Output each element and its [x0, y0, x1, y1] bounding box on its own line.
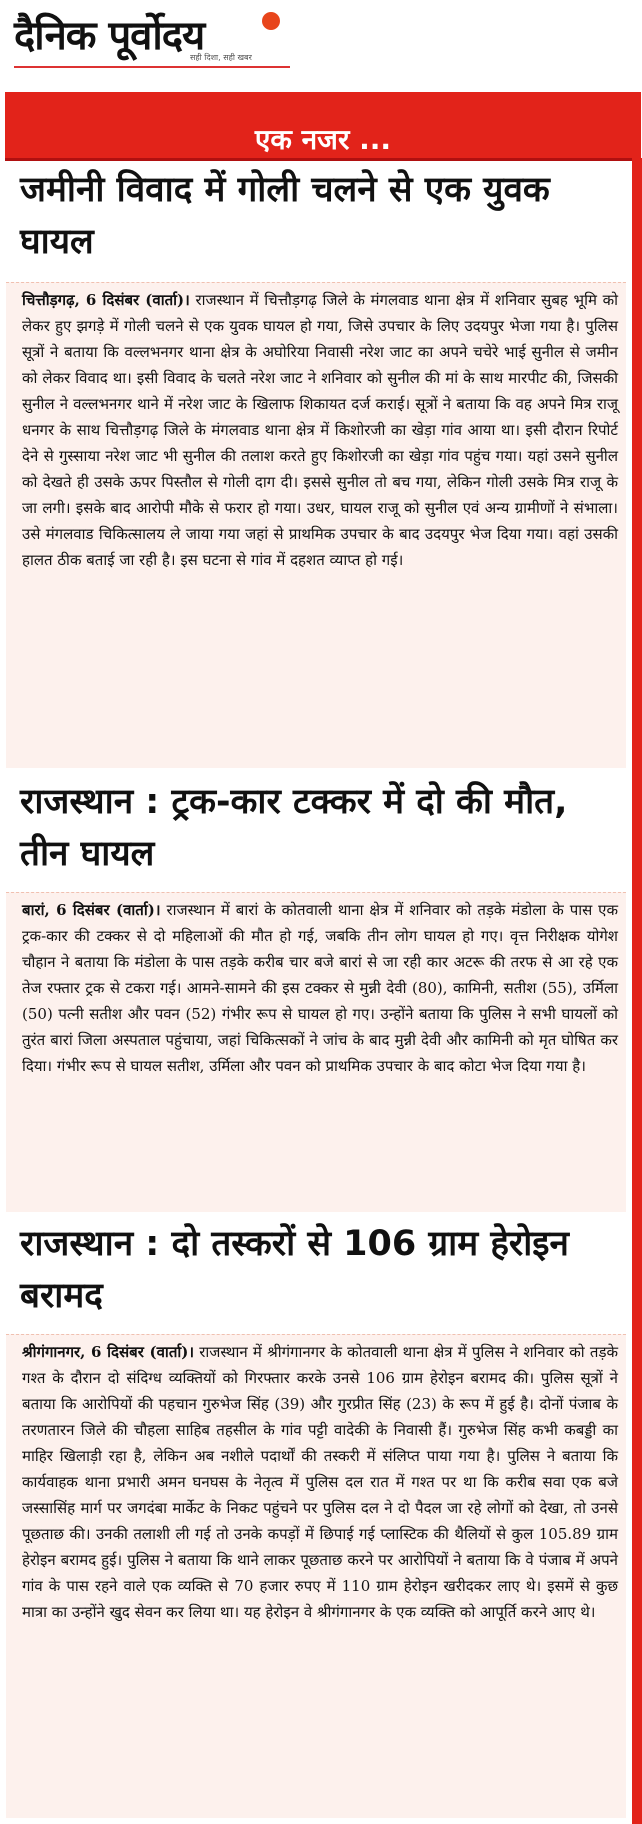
- article-3-body: [6, 1334, 626, 1818]
- article-2-dateline: बारां, 6 दिसंबर (वार्ता)।: [22, 901, 161, 919]
- logo-rule: [14, 66, 290, 68]
- article-1-body: [6, 282, 626, 768]
- article-3-dateline: श्रीगंगानगर, 6 दिसंबर (वार्ता)।: [22, 1343, 195, 1361]
- article-1-headline: जमीनी विवाद में गोली चलने से एक युवक घायल: [20, 170, 550, 262]
- article-2-text: राजस्थान में बारां के कोतवाली थाना क्षेत्र में शनिवार को तड़के मंडोला के पास एक ट्रक-कार की टक्कर से दो महिलाओं की मौत हो गई, जबकि तीन लोग घायल हो गए। वृत्त निरीक्षक योगेश चौहान ने बताया कि मंडोला के पास तड़के करीब चार बजे बारां से जा रही कार अटरू की तरफ से आ रहे एक तेज रफ्तार ट्रक से टकरा गई। आमने-सामने की इस टक्कर से मुन्नी देवी (80), कामिनी, सतीश (55), उर्मिला (50) पत्नी सतीश और पवन (52) गंभीर रूप से घायल हो गए। उन्होंने बताया कि पुलिस ने सभी घायलों को तुरंत बारां जिला अस्पताल पहुंचाया, जहां चिकित्सकों ने जांच के बाद मुन्नी देवी और कामिनी को मृत घोषित कर दिया। गंभीर रूप से घायल सतीश, उर्मिला और पवन को प्राथमिक उपचार के बाद कोटा भेज दिया गया है।: [22, 901, 618, 1075]
- section-title: एक नजर ...: [254, 123, 392, 156]
- article-1-text: राजस्थान में चित्तौड़गढ़ जिले के मंगलवाड थाना क्षेत्र में शनिवार सुबह भूमि को लेकर हुए झगड़े में गोली चलने से एक युवक घायल हो गया, जिसे उपचार के लिए उदयपुर भेजा गया है। पुलिस सूत्रों ने बताया कि वल्लभनगर थाना क्षेत्र के अघोरिया निवासी नरेश जाट का अपने चचेरे भाई सुनील से जमीन को लेकर विवाद था। इसी विवाद के चलते नरेश जाट ने शनिवार को सुनील की मां के साथ मारपीट की, जिसकी सुनील ने वल्लभनगर थाने में नरेश जाट के खिलाफ शिकायत दर्ज कराई। सूत्रों ने बताया कि वह अपने मित्र राजू धनगर के साथ चित्तौड़गढ़ जिले के मंगलवाड थाना क्षेत्र में किशोरजी का खेड़ा गांव आया था। इसी दौरान रिपोर्ट देने से गुस्साया नरेश जाट भी सुनील की तलाश करते हुए किशोरजी का खेड़ा गांव पहुंच गया। यहां उसने सुनील को देखते ही उसके ऊपर पिस्तौल से गोली दाग दी। इससे सुनील तो बच गया, लेकिन गोली उसके मित्र राजू के जा लगी। इसके बाद आरोपी मौके से फरार हो गया। उधर, घायल राजू को सुनील एवं अन्य ग्रामीणों ने संभाला। उसे मंगलवाड चिकित्सालय ले जाया गया जहां से प्राथमिक उपचार के बाद उदयपुर भेज दिया गया। वहां उसकी हालत ठीक बताई जा रही है। इस घटना से गांव में दहशत व्याप्त हो गई।: [22, 291, 618, 569]
- article-2-body: [6, 892, 626, 1212]
- section-header: [5, 114, 641, 161]
- right-red-stripe: [632, 158, 642, 1824]
- logo-dot-icon: [262, 12, 280, 30]
- tagline: सही दिशा, सही खबर: [190, 53, 252, 62]
- article-2-headline: राजस्थान : ट्रक-कार टक्कर में दो की मौत, तीन घायल: [20, 782, 568, 874]
- article-3-headline: राजस्थान : दो तस्करों से 106 ग्राम हेरोइन बरामद: [20, 1224, 569, 1316]
- masthead: [0, 0, 642, 92]
- article-3-text: राजस्थान में श्रीगंगानगर के कोतवाली थाना क्षेत्र में पुलिस ने शनिवार को तड़के गश्त के दौरान दो संदिग्ध व्यक्तियों को गिरफ्तार करके उनसे 106 ग्राम हेरोइन बरामद की। पुलिस सूत्रों ने बताया कि आरोपियों की पहचान गुरुभेज सिंह (39) और गुरप्रीत सिंह (23) के रूप में हुई है। दोनों पंजाब के तरणतारन जिले की चौहला साहिब तहसील के गांव पट्टी वादेकी के निवासी हैं। गुरुभेज सिंह कभी कबड्डी का माहिर खिलाड़ी रहा है, लेकिन अब नशीले पदार्थों की तस्करी में संलिप्त पाया गया है। पुलिस ने बताया कि कार्यवाहक थाना प्रभारी अमन घनघस के नेतृत्व में पुलिस दल रात में गश्त पर था कि करीब सवा एक बजे जस्सासिंह मार्ग पर जगदंबा मार्केट के निकट पहुंचने पर पुलिस दल ने दो पैदल जा रहे लोगों को देखा, तो उनसे पूछताछ की। उनकी तलाशी ली गई तो उनके कपड़ों में छिपाई गई प्लास्टिक की थैलियों से कुल 105.89 ग्राम हेरोइन बरामद हुई। पुलिस ने बताया कि थाने लाकर पूछताछ करने पर आरोपियों ने बताया कि वे पंजाब में अपने गांव के पास रहने वाले एक व्यक्ति से 70 हजार रुपए में 110 ग्राम हेरोइन खरीदकर लाए थे। इसमें से कुछ मात्रा का उन्होंने खुद सेवन कर लिया था। यह हेरोइन वे श्रीगंगानगर के एक व्यक्ति को आपूर्ति करने आए थे।: [22, 1343, 618, 1621]
- newspaper-logo: दैनिक पूर्वोदय: [14, 12, 205, 59]
- article-1-dateline: चित्तौड़गढ़, 6 दिसंबर (वार्ता)।: [22, 291, 190, 309]
